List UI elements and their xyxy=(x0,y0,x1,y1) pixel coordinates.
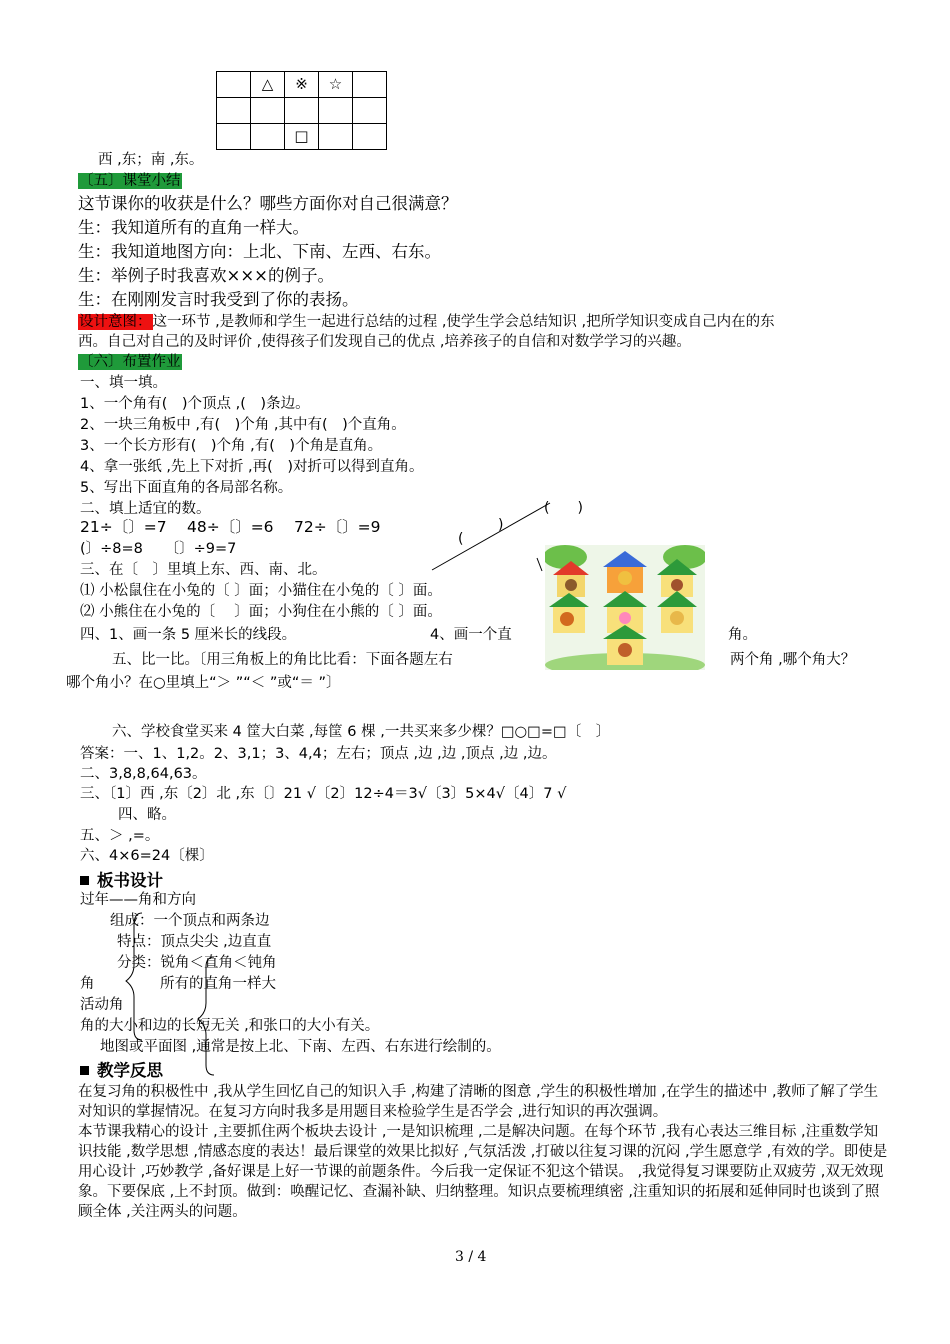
grid-cell xyxy=(319,124,353,150)
board-map-line: 地图或平面图 ,通常是按上北、下南、左西、右东进行绘制的。 xyxy=(100,1039,501,1055)
board-all-right-angles: 所有的直角一样大 xyxy=(160,976,276,992)
design-intent xyxy=(78,312,775,332)
grid-cell xyxy=(217,72,251,98)
student-answer: 生：举例子时我喜欢×××的例子。 xyxy=(78,266,334,285)
section5-heading xyxy=(78,171,182,191)
section6-heading xyxy=(78,352,182,372)
board-item: 分类：锐角＜直角＜钝角 xyxy=(117,955,277,971)
brace-lines xyxy=(120,905,220,1080)
homework-line: 一、填一填。 xyxy=(80,375,167,391)
homework-line: 1、一个角有( )个顶点 ,( )条边。 xyxy=(80,396,310,412)
answer-line: 答案：一、1、1,2。2、3,1；3、4,4；左右；顶点 ,边 ,边 ,顶点 ,边 ,边。 xyxy=(80,746,557,762)
homework-line: 三、在〔 〕里填上东、西、南、北。 xyxy=(80,562,327,578)
draw-right-angle-b: 角。 xyxy=(728,627,757,643)
board-title: 过年——角和方向 xyxy=(80,892,196,908)
design-intent-text: 这一环节 ,是教师和学生一起进行总结的过程 ,使学生学会总结知识 ,把所学知识变成自己内在的东 xyxy=(152,314,775,330)
student-answer: 生：我知道地图方向：上北、下南、左西、右东。 xyxy=(78,242,441,261)
animal-houses-image xyxy=(545,545,705,670)
reflection-heading xyxy=(80,1057,163,1081)
grid-cell xyxy=(285,98,319,124)
homework-line: 5、写出下面直角的各局部名称。 xyxy=(80,480,293,496)
problem-six: 六、学校食堂买来 4 筐大白菜 ,每筐 6 棵 ,一共买来多少棵？□○□=□〔 〕 xyxy=(112,724,611,740)
grid-answer: 西 ,东；南 ,东。 xyxy=(98,152,204,168)
board-activity-angle: 活动角 xyxy=(80,997,124,1013)
angle-tick xyxy=(537,558,542,571)
grid-cell-star: ☆ xyxy=(319,72,353,98)
grid-cell-reference-mark: ※ xyxy=(285,72,319,98)
grid-cell xyxy=(353,98,387,124)
design-intent-label: 设计意图： xyxy=(79,314,152,330)
direction-grid xyxy=(216,71,387,150)
student-answer: 生：我知道所有的直角一样大。 xyxy=(78,218,309,237)
angle-side-label: ) xyxy=(498,517,504,533)
grid-cell xyxy=(251,124,285,150)
left-brace xyxy=(126,913,142,1040)
grid-cell xyxy=(353,72,387,98)
board-size-line: 角的大小和边的长短无关 ,和张口的大小有关。 xyxy=(80,1018,380,1034)
square-bullet-icon xyxy=(80,876,89,885)
grid-cell xyxy=(217,124,251,150)
answer-line: 三、〔1〕西 ,东〔2〕北 ,东〔〕21 √〔2〕12÷4＝3√〔3〕5×4√〔4〕7 √ xyxy=(80,786,567,802)
design-intent-text-2: 西。自己对自己的及时评价 ,使得孩子们发现自己的优点 ,培养孩子的自信和对数学学习的兴趣。 xyxy=(78,334,691,350)
angle-side-label: ( xyxy=(458,531,464,547)
angle-ray-upper xyxy=(432,503,550,570)
grid-cell-square: □ xyxy=(285,124,319,150)
answer-line: 六、4×6=24〔棵〕 xyxy=(80,848,214,864)
answer-line: 二、3,8,8,64,63。 xyxy=(80,766,207,782)
board-item: 组成：一个顶点和两条边 xyxy=(110,913,270,929)
homework-line: ⑵ 小熊住在小兔的〔 〕面；小狗住在小熊的〔 〕面。 xyxy=(80,604,442,620)
grid-cell xyxy=(319,98,353,124)
reflection-heading-text: 教学反思 xyxy=(97,1061,163,1080)
section5-heading-text: 〔五〕课堂小结 xyxy=(79,173,181,189)
grid-cell xyxy=(251,98,285,124)
compare-text-a: 五、比一比。〔用三角板上的角比比看：下面各题左右 xyxy=(112,652,453,668)
board-heading-text: 板书设计 xyxy=(97,871,163,890)
draw-right-angle-a: 4、画一个直 xyxy=(430,627,512,643)
compare-text-c: 哪个角小？在○里填上“＞ ”“＜ ”或“＝ ”〕 xyxy=(66,675,341,691)
grid-cell xyxy=(353,124,387,150)
board-jiao: 角 xyxy=(80,976,95,992)
homework-line: 21÷〔〕=7 48÷〔〕=6 72÷〔〕=9 xyxy=(80,518,381,536)
board-item: 特点：顶点尖尖 ,边直直 xyxy=(117,934,272,950)
square-bullet-icon xyxy=(80,1066,89,1075)
summary-question: 这节课你的收获是什么？哪些方面你对自己很满意？ xyxy=(78,194,458,213)
page-number: 3 / 4 xyxy=(455,1249,487,1265)
section6-heading-text: 〔六〕布置作业 xyxy=(79,354,181,370)
angle-vertex-label: ( ) xyxy=(544,500,583,516)
right-brace xyxy=(198,957,214,1075)
homework-line: 3、一个长方形有( )个角 ,有( )个角是直角。 xyxy=(80,438,383,454)
homework-line: 2、一块三角板中 ,有( )个角 ,其中有( )个直角。 xyxy=(80,417,406,433)
homework-line: (〕÷8=8 〔〕÷9=7 xyxy=(80,541,237,557)
board-heading xyxy=(80,867,163,891)
homework-line: 四、1、画一条 5 厘米长的线段。 xyxy=(80,627,297,643)
homework-line: 4、拿一张纸 ,先上下对折 ,再( )对折可以得到直角。 xyxy=(80,459,424,475)
answer-line: 五、＞ ,=。 xyxy=(80,828,160,844)
compare-text-b: 两个角 ,哪个角大？ xyxy=(730,652,856,668)
homework-line: ⑴ 小松鼠住在小兔的〔 〕面；小猫住在小兔的〔 〕面。 xyxy=(80,583,442,599)
answer-line: 四、略。 xyxy=(118,807,176,823)
student-answer: 生：在刚刚发言时我受到了你的表扬。 xyxy=(78,290,359,309)
grid-cell xyxy=(217,98,251,124)
grid-cell-triangle: △ xyxy=(251,72,285,98)
reflection-paragraph-2: 本节课我精心的设计 ,主要抓住两个板块去设计 ,一是知识梳理 ,二是解决问题。在每个环节 ,我有心表达三维目标 ,注重数学知识技能 ,数学思想 ,情感态度的表达！最后课堂的效果比拟好 ,气氛活泼 ,打破以往复习课的沉闷 ,学生愿意学 ,有效的学。即使是用心设计 ,巧妙教学 ,备好课是上好一节课的前题条件。今后我一定保证不犯这个错误。 ,我觉得复习课要防止双疲劳 ,双无效现象。下要保底 ,上不封顶。做到：唤醒记忆、查漏补缺、归纳整理。知识点要梳理缜密 ,注重知识的拓展和延伸同时也谈到了照顾全体 ,关注两头的问题。 xyxy=(78,1124,888,1220)
reflection-paragraph-1: 在复习角的积极性中 ,我从学生回忆自己的知识入手 ,构建了清晰的图意 ,学生的积极性增加 ,在学生的描述中 ,教师了解了学生对知识的掌握情况。在复习方向时我多是用题目来检验学生是否学会 ,进行知识的再次强调。 xyxy=(78,1084,879,1120)
homework-line: 二、填上适宜的数。 xyxy=(80,501,211,517)
